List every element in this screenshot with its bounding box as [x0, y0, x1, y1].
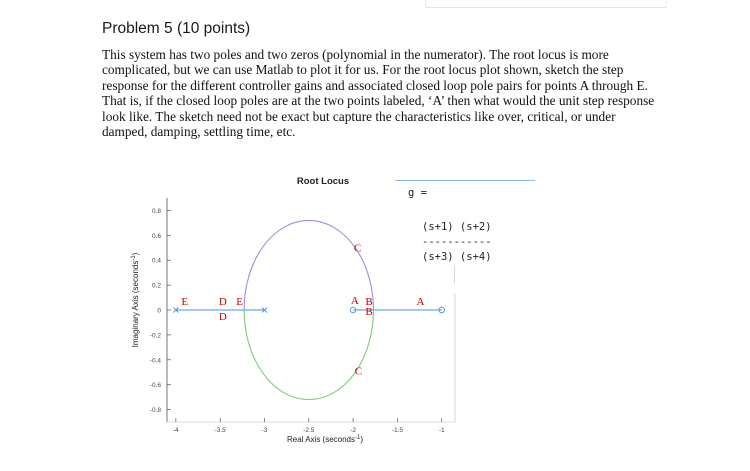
point-label-e: E: [181, 296, 189, 309]
x-axis-label-tail: ): [360, 435, 364, 444]
point-label-b: B: [365, 305, 373, 318]
y-tick-label: -0.4: [149, 357, 161, 365]
x-axis-label-text: Real Axis (seconds: [286, 435, 356, 444]
y-tick-label: 0.8: [151, 207, 161, 215]
y-tick-label: 0.2: [151, 282, 161, 290]
x-axis-label: [287, 435, 363, 444]
y-tick-label: 0.6: [151, 232, 161, 240]
x-axis-label-sup: -1: [355, 435, 361, 441]
tf-numerator: (s+1) (s+2): [422, 221, 492, 233]
point-label-a: A: [350, 294, 359, 307]
point-label-d: D: [218, 310, 227, 323]
y-tick-label: -0.8: [149, 407, 161, 415]
tf-fraction-bar: -----------: [422, 236, 492, 248]
y-tick-label: -0.2: [149, 332, 161, 340]
x-tick-label: -2: [350, 427, 356, 434]
transfer-function-panel: [395, 180, 535, 266]
x-tick-label: -3: [261, 427, 268, 434]
x-tick-label: -2.5: [303, 427, 315, 434]
point-label-a: A: [416, 296, 425, 309]
y-tick-label: 0: [157, 307, 161, 315]
problem-title: Problem 5 (10 points): [102, 20, 251, 37]
chart-title: Root Locus: [296, 176, 350, 187]
y-tick-label: 0.4: [151, 257, 161, 265]
page-header-strip: [425, 0, 667, 8]
point-label-c: C: [354, 365, 363, 378]
x-tick-label: -1: [438, 427, 445, 434]
tf-lhs: g =: [408, 187, 427, 199]
y-axis-label-sup: -1: [131, 255, 137, 261]
point-label-d: D: [218, 296, 227, 309]
lower-locus-branch: [244, 310, 373, 400]
x-tick-label: -1.5: [391, 427, 404, 434]
y-tick-label: -0.6: [149, 382, 161, 390]
panel-edge-line: [454, 265, 455, 283]
point-label-c: C: [353, 242, 362, 255]
x-tick-label: -4: [172, 427, 179, 434]
tf-denominator: (s+3) (s+4): [422, 251, 492, 263]
point-label-e: E: [236, 296, 244, 309]
x-tick-label: -3.5: [214, 427, 226, 434]
y-axis-label-text: Imaginary Axis (seconds: [131, 260, 140, 348]
y-axis-label: [131, 252, 140, 347]
point-label-b: B: [365, 296, 373, 309]
y-axis-label-tail: ): [131, 252, 140, 256]
problem-description: This system has two poles and two zeros (polynomial in the numerator). The root locus is more complicated, but we can use Matlab to plot it for us. For the root locus plot shown, sketch the step response for the different controller gains and associated closed loop pole pairs for points A through E. That is, if the closed loop poles are at the two points labeled, ‘A’ then what would the unit step response look like. The sketch need not be exact but capture the characteristics like over, critical, or under damped, damping, settling time, etc.: [102, 47, 655, 140]
